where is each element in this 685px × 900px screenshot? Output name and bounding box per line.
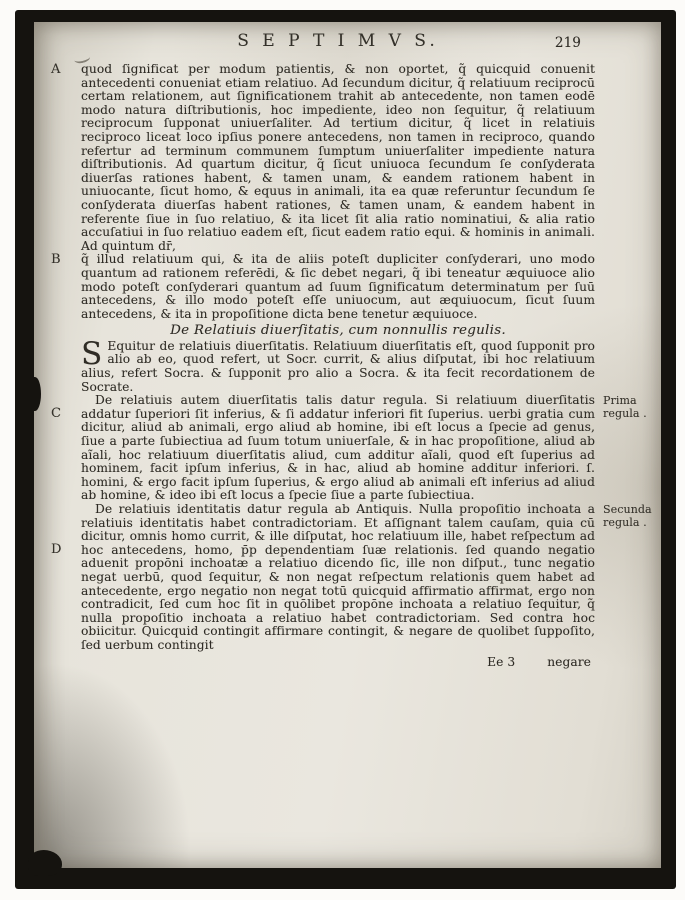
- margin-letter-a: A: [51, 62, 61, 77]
- paragraph-a: [51, 62, 595, 253]
- margin-letter-b: B: [51, 252, 61, 268]
- paragraph-a-text: quod ſignificat per modum patientis, & non oportet, q̃ quicquid conuenit antecedenti conueniat etiam relatiuo. Ad ſecundum dicitur, q̃ relatiuum reciprocū certam relationem, aut ſignificationem trahit ab antecedente, non tamen eodē modo natura diſtributionis, hoc impediente, ideo non ſequitur, q̃ relatiuum reciprocum ſupponat uniuerſaliter. Ad tertium dicitur, q̃ licet in relatiuis reciproco liceat loco ipſius ponere antecedens, non tamen in reciproco, quando refertur ad terminum communem ſumptum uniuerſaliter impediente natura diſtributionis. Ad quartum dicitur, q̃ ſicut uniuoca ſecundum ſe conſyderata diuerſas rationes habent, & tamen unam, & eandem rationem habent in uniuocante, ſicut homo, & equus in animali, ita ea quæ referuntur ſecundum ſe conſyderata diuerſas habent rationes, & tamen unam, & eandem habent in referente ſiue in ſuo relatiuo, & ita licet ſit alia ratio nominatiui, & alia ratio accuſatiui in ſuo relatiuo eadem eſt, ſicut eadem ratio equi. & hominis in animali. Ad quintum dr̄,: [81, 62, 595, 253]
- signature-line: [81, 656, 595, 670]
- margin-note-prima-regula: Prima regula .: [603, 394, 647, 420]
- margin-letter-c: C: [51, 406, 62, 422]
- page-header: [81, 31, 595, 63]
- page-number: 219: [554, 35, 581, 51]
- signature-mark: Ee 3: [487, 654, 516, 669]
- section-heading: De Relatiuis diuerſitatis, cum nonnullis regulis.: [170, 323, 506, 339]
- paragraph-b: [51, 252, 595, 321]
- paragraph-opening-text: Equitur de relatiuis diuerſitatis. Relatiuum diuerſitatis eſt, quod ſupponit pro alio ab eo, quod refert, ut Socr. currit, & alius diſputat, ibi hoc relatiuum alius, refert Socra. & ſupponit pro alio a Socra. & ita fecit recordationem de Socrate.: [81, 338, 595, 394]
- catchword: negare: [547, 654, 591, 669]
- margin-letter-d: D: [51, 542, 62, 557]
- margin-note-secunda-regula: Secunda regula .: [603, 503, 652, 529]
- book-page: [34, 22, 661, 868]
- paragraph-opening: [81, 335, 595, 394]
- text-block: [51, 31, 652, 669]
- drop-cap: S: [81, 335, 103, 372]
- paragraph-d: [51, 502, 652, 653]
- scan-edge-blot: [29, 377, 41, 411]
- paragraph-d-text: De relatiuis identitatis datur regula ab Antiquis. Nulla propoſitio inchoata a relatiuis identitatis habet contradictoriam. Et aſſignant talem cauſam, quia cū dicitur, omnis homo currit, & ille diſputat, hoc relatiuum ille, habet reſpectum ad hoc antecedens, homo, p̄p dependentiam ſuæ relationis. ſed quando negatio aduenit propōni inchoatæ a relatiuo dicendo ſic, ille non diſput., tunc negatio negat uerbū, quod ſequitur, & non negat reſpectum relationis quem habet ad antecedente, ergo negatio non negat totū quicquid affirmatio affirmat, ergo non contradicit, ſed cum hoc ſit in quōlibet propōne inchoata a relatiuo ſequitur, q̃ nulla propoſitio inchoata a relatiuo habet contradictoriam. Sed contra hoc obiicitur. Quicquid contingit affirmare contingit, & negare de quolibet ſuppoſito, ſed uerbum contingit: [81, 502, 595, 652]
- scan-corner-blot: [28, 850, 62, 876]
- scan-black-frame: [15, 10, 676, 889]
- paragraph-b-text: q̃ illud relatiuum qui, & ita de aliis poteſt dupliciter conſyderari, uno modo quantum ad rationem referēdi, & ſic debet negari, q̃ ibi teneatur æquiuoce alio modo poteſt conſyderari quantum ad ſuum ſignificatum determinatum per ſuū antecedens, & illo modo poteſt eſſe uniuocum, aut æquiuocum, ſicut ſuum antecedens, & ita in propoſitione dicta bene tenetur æquiuoce.: [81, 252, 595, 321]
- paragraph-c-text: De relatiuis autem diuerſitatis talis datur regula. Si relatiuum diuerſitatis addatur ſuperiori ſit inferius, & ſi addatur inferiori fit ſuperius. uerbi gratia cum dicitur, aliud ab animali, ergo aliud ab homine, ibi eſt locus a ſpecie ad genus, ſiue a parte ſubiectiua ad ſuum totum uniuerſale, & in hac propoſitione, aliud ab aĩali, hoc relatiuum diuerſitatis aliud, cum additur aĩali, quod eſt ſuperius ad hominem, facit ipſum inferius, & in hac, aliud ab homine additur inferiori. ſ. homini, & ergo facit ipſum ſuperius, & ergo aliud ab animali eſt inferius ad aliud ab homine, & ideo ibi eſt locus a ſpecie ſiue a parte ſubiectiua.: [81, 393, 595, 503]
- paragraph-c: [51, 393, 647, 503]
- running-title: S E P T I M V S.: [237, 31, 439, 51]
